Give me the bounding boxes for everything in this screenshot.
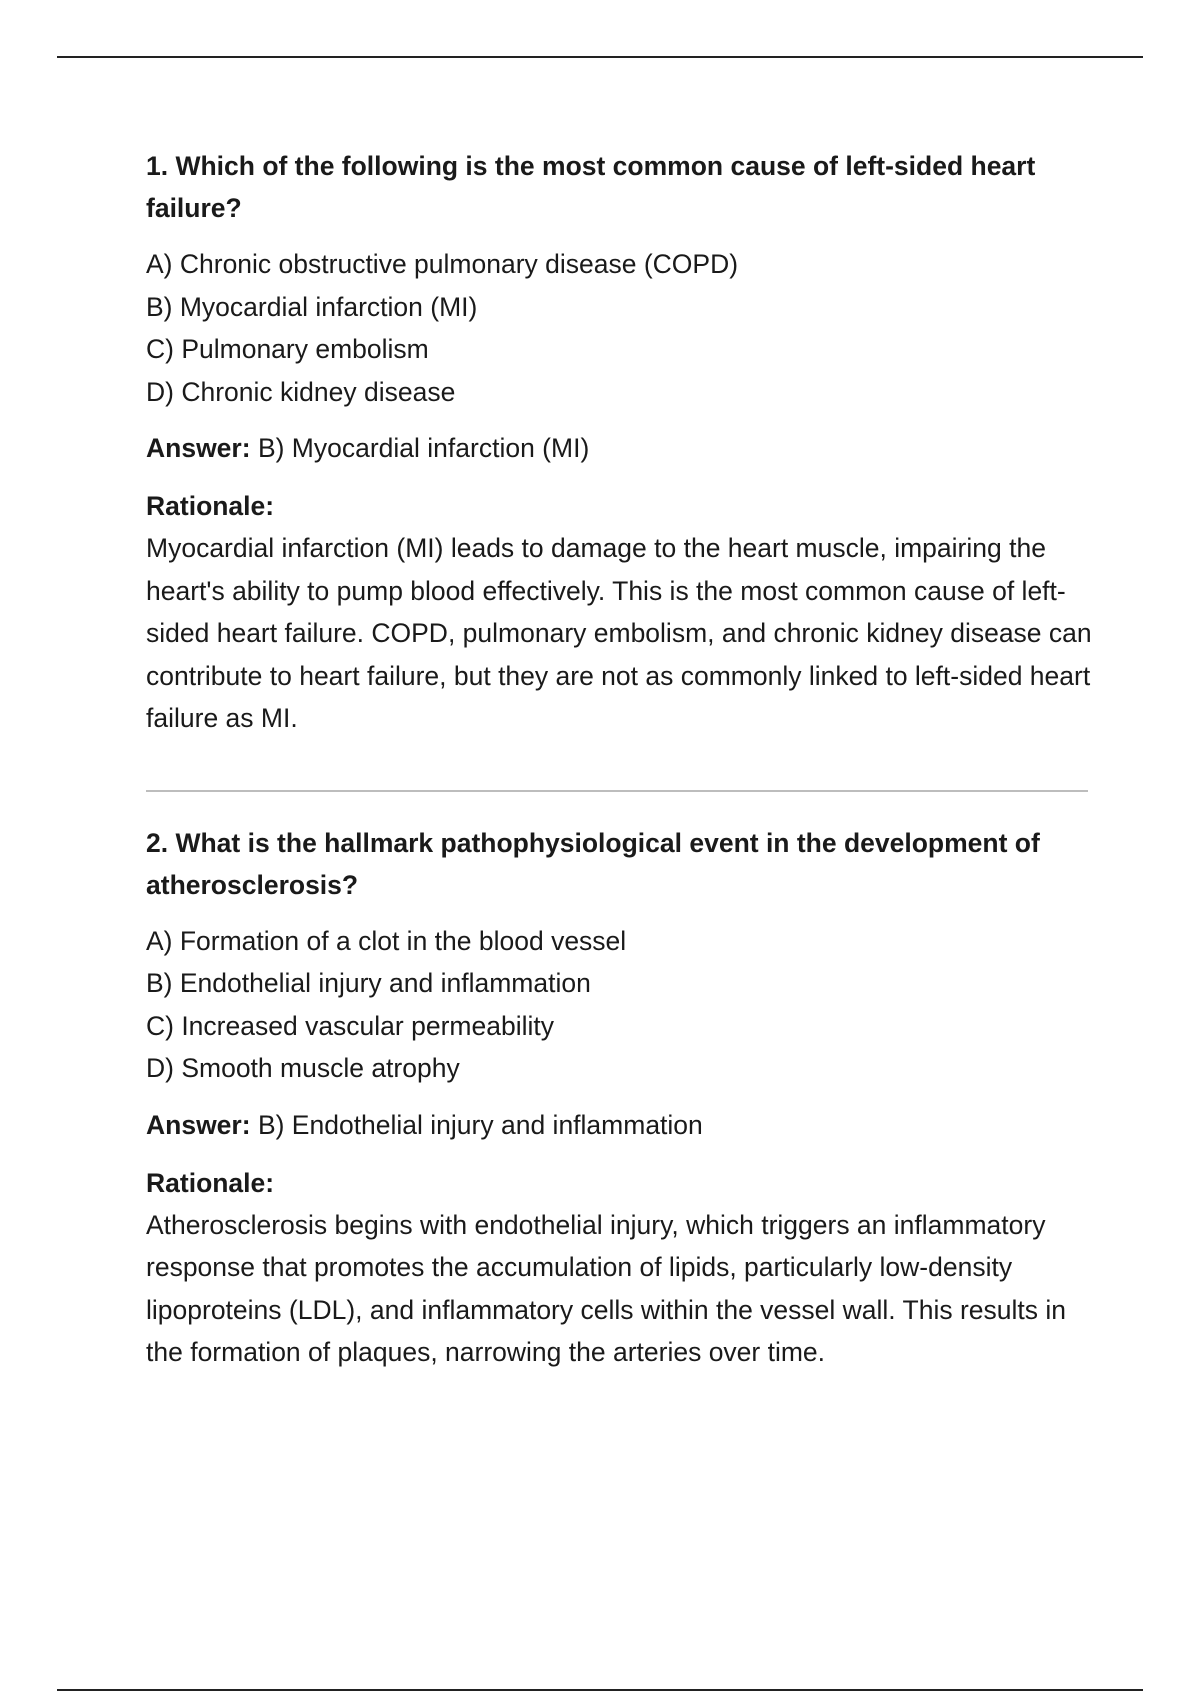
page-top-rule [57, 56, 1143, 58]
question-block-2 [146, 822, 1096, 1374]
option-b: B) Endothelial injury and inflammation [146, 968, 591, 998]
answer-line [146, 427, 1096, 469]
option-a: A) Formation of a clot in the blood vessel [146, 925, 627, 956]
option-b: B) Myocardial infarction (MI) [146, 291, 478, 322]
answer-label: Answer: [146, 1109, 251, 1140]
question-divider [146, 790, 1088, 792]
option-d: D) Smooth muscle atrophy [146, 1053, 460, 1083]
question-block-1 [146, 145, 1096, 740]
option-c: C) Increased vascular permeability [146, 1010, 554, 1041]
page-bottom-rule [57, 1689, 1143, 1691]
answer-value: B) Myocardial infarction (MI) [257, 433, 590, 463]
answer-line [146, 1104, 1096, 1146]
rationale-heading: Rationale: [146, 1167, 275, 1198]
rationale-heading: Rationale: [146, 491, 275, 521]
answer-options [146, 920, 1096, 1090]
answer-label: Answer: [146, 433, 251, 463]
document-content [146, 145, 1096, 1374]
answer-value: B) Endothelial injury and inflammation [257, 1109, 703, 1140]
option-d: D) Chronic kidney disease [146, 376, 456, 407]
option-c: C) Pulmonary embolism [146, 334, 429, 364]
answer-options [146, 243, 1096, 413]
question-text: 1. Which of the following is the most common cause of left-sided heart failure? [146, 151, 1036, 223]
option-a: A) Chronic obstructive pulmonary disease (COPD) [146, 249, 739, 279]
rationale-text: Myocardial infarction (MI) leads to damage to the heart muscle, impairing the heart's ability to pump blood effectively. This is the most common cause of left-sided heart failure. COPD, pulmonary embolism, and chronic kidney disease can contribute to heart failure, but they are not as commonly linked to left-sided heart failure as MI. [146, 533, 1092, 733]
rationale-text: Atherosclerosis begins with endothelial injury, which triggers an inflammatory response that promotes the accumulation of lipids, particularly low-density lipoproteins (LDL), and inflammatory cells within the vessel wall. This results in the formation of plaques, narrowing the arteries over time. [146, 1209, 1067, 1367]
question-text: 2. What is the hallmark pathophysiological event in the development of atherosclerosis? [146, 827, 1040, 900]
